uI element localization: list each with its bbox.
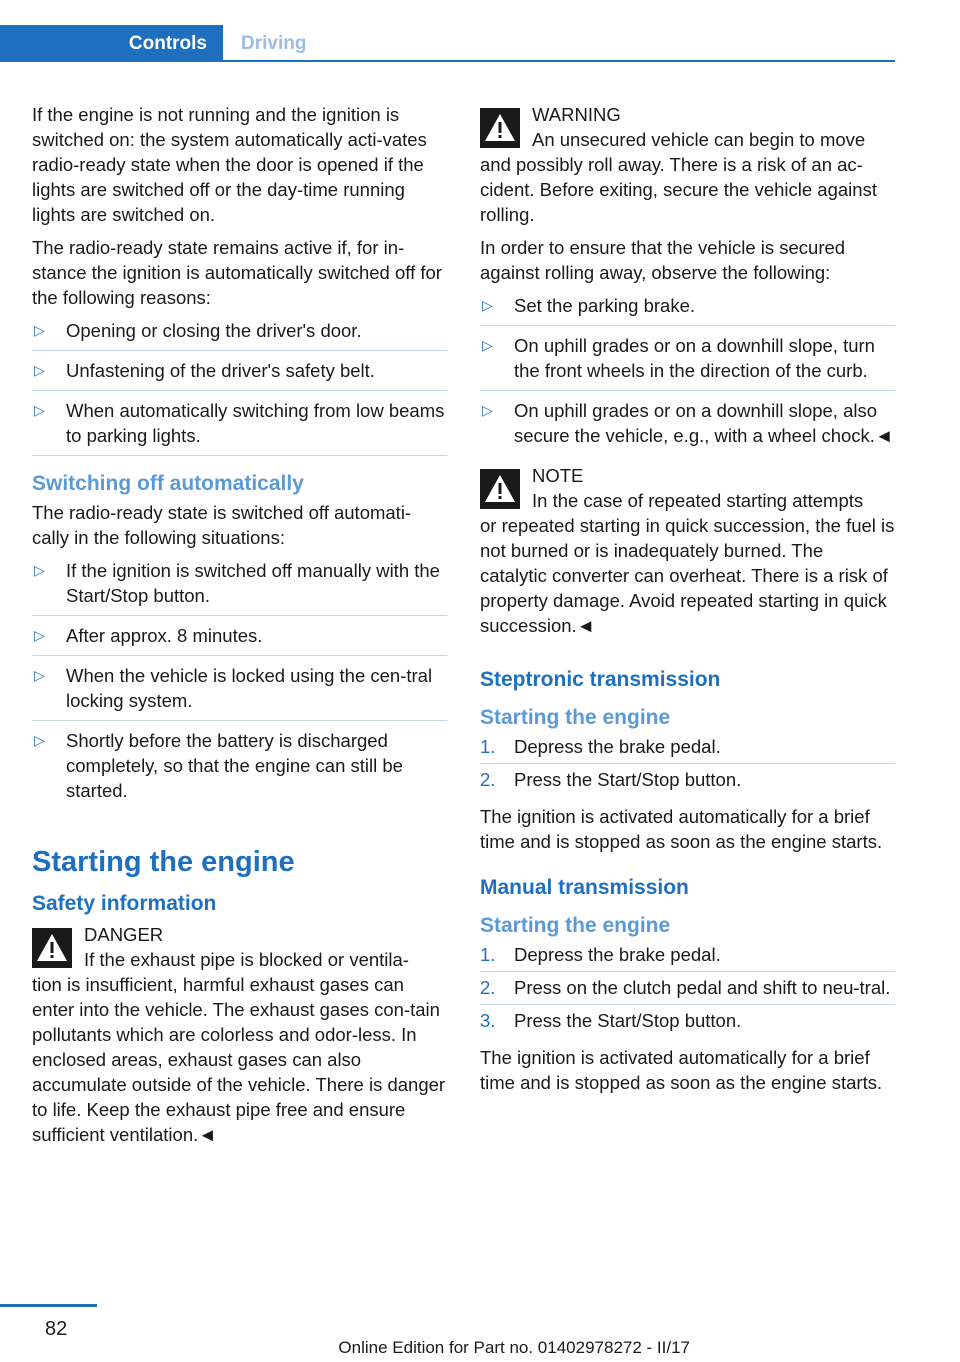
note-label: NOTE <box>532 465 584 486</box>
heading-starting-engine: Starting the engine <box>32 846 295 878</box>
bullet-triangle-icon: ▷ <box>34 402 45 418</box>
danger-text: If the exhaust pipe is blocked or ventila‐ <box>84 949 409 970</box>
list-item: ▷ Unfastening of the driver's safety belt. <box>32 358 447 391</box>
note-notice <box>480 463 895 638</box>
list-item: ▷ When automatically switching from low beams to parking lights. <box>32 398 447 456</box>
heading-starting-engine-steptronic: Starting the engine <box>480 706 671 729</box>
bullet-list <box>32 318 447 456</box>
right-column <box>480 102 895 1103</box>
numbered-list <box>480 942 895 1037</box>
list-item: ▷ Shortly before the battery is discharged completely, so that the engine can still be started. <box>34 730 403 801</box>
bullet-triangle-icon: ▷ <box>482 297 493 313</box>
numbered-list <box>480 734 895 796</box>
warning-triangle-icon <box>480 469 520 509</box>
heading-safety-information: Safety information <box>32 892 217 915</box>
list-item: ▷ On uphill grades or on a downhill slope, also secure the vehicle, e.g., with a wheel chock.◄ <box>482 400 894 446</box>
bullet-triangle-icon: ▷ <box>482 337 493 353</box>
note-text: In the case of repeated starting attempts <box>532 490 864 511</box>
step-number: 1. <box>480 736 496 757</box>
danger-text-continued: tion is insufficient, harmful exhaust gases can enter into the vehicle. The exhaust gases con‐tain pollutants which are colorless and odor‐less. In enclosed areas, exhaust gases can also accumulate outside of the vehicle. There is danger to life. Keep the exhaust pipe free and ensure sufficient ventilation.◄ <box>32 974 446 1145</box>
footer-rule <box>0 1304 97 1307</box>
tab-driving[interactable] <box>241 25 306 62</box>
tab-controls-label: Controls <box>128 32 207 54</box>
list-item: ▷ After approx. 8 minutes. <box>32 623 447 656</box>
list-item: 1. Depress the brake pedal. <box>480 734 895 764</box>
danger-label: DANGER <box>84 924 164 945</box>
paragraph: The ignition is activated automatically for a brief time and is stopped as soon as the engine starts. <box>480 1047 883 1093</box>
bullet-list <box>480 293 895 455</box>
paragraph: In order to ensure that the vehicle is secured against rolling away, observe the following: <box>480 237 846 283</box>
list-item: 3. Press the Start/Stop button. <box>480 1010 742 1031</box>
list-item: ▷ Set the parking brake. <box>480 293 895 326</box>
list-item: 1. Depress the brake pedal. <box>480 942 895 972</box>
bullet-list <box>32 558 447 810</box>
page-number: 82 <box>45 1318 68 1340</box>
step-number: 2. <box>480 769 496 790</box>
paragraph: The radio-ready state remains active if, for in‐stance the ignition is automatically switched off for the following reasons: <box>32 237 442 308</box>
header-rule <box>0 60 895 62</box>
edition-text: Online Edition for Part no. 01402978272 - II/17 <box>338 1338 690 1357</box>
bullet-triangle-icon: ▷ <box>34 732 45 748</box>
warning-text: An unsecured vehicle can begin to move <box>532 129 866 150</box>
step-number: 1. <box>480 944 496 965</box>
list-item: ▷ Opening or closing the driver's door. <box>32 318 447 351</box>
list-item: 2. Press the Start/Stop button. <box>480 769 742 790</box>
left-column <box>32 102 447 1155</box>
paragraph: The radio-ready state is switched off automati‐cally in the following situations: <box>32 502 412 548</box>
tab-controls[interactable] <box>0 25 223 62</box>
list-item: 2. Press on the clutch pedal and shift to neu‐tral. <box>480 975 895 1005</box>
heading-switching-off: Switching off automatically <box>32 472 304 495</box>
tab-driving-label: Driving <box>241 32 307 54</box>
list-item: ▷ If the ignition is switched off manually with the Start/Stop button. <box>32 558 447 616</box>
bullet-triangle-icon: ▷ <box>34 667 45 683</box>
warning-notice <box>480 102 895 227</box>
note-text-continued: or repeated starting in quick succession, the fuel is not burned or is inadequately burned. The catalytic converter can overheat. There is a risk of property damage. Avoid repeated starting in quick succession.◄ <box>480 515 895 636</box>
warning-triangle-icon <box>32 928 72 968</box>
warning-text-continued: and possibly roll away. There is a risk of an ac‐cident. Before exiting, secure the vehicle against rolling. <box>480 154 877 225</box>
step-number: 3. <box>480 1010 496 1031</box>
warning-triangle-icon <box>480 108 520 148</box>
heading-starting-engine-manual: Starting the engine <box>480 914 671 937</box>
step-number: 2. <box>480 977 496 998</box>
danger-notice <box>32 922 447 1147</box>
list-item: ▷ On uphill grades or on a downhill slope, turn the front wheels in the direction of the curb. <box>480 333 895 391</box>
heading-manual: Manual transmission <box>480 876 689 899</box>
paragraph: The ignition is activated automatically for a brief time and is stopped as soon as the engine starts. <box>480 806 883 852</box>
bullet-triangle-icon: ▷ <box>34 362 45 378</box>
warning-label: WARNING <box>532 104 621 125</box>
bullet-triangle-icon: ▷ <box>34 627 45 643</box>
heading-steptronic: Steptronic transmission <box>480 668 721 691</box>
paragraph: If the engine is not running and the ignition is switched on: the system automatically acti‐vates radio-ready state when the door is opened if the lights are switched off or the day‐time running lights are switched on. <box>32 104 427 225</box>
bullet-triangle-icon: ▷ <box>34 562 45 578</box>
bullet-triangle-icon: ▷ <box>34 322 45 338</box>
bullet-triangle-icon: ▷ <box>482 402 493 418</box>
list-item: ▷ When the vehicle is locked using the cen‐tral locking system. <box>32 663 447 721</box>
